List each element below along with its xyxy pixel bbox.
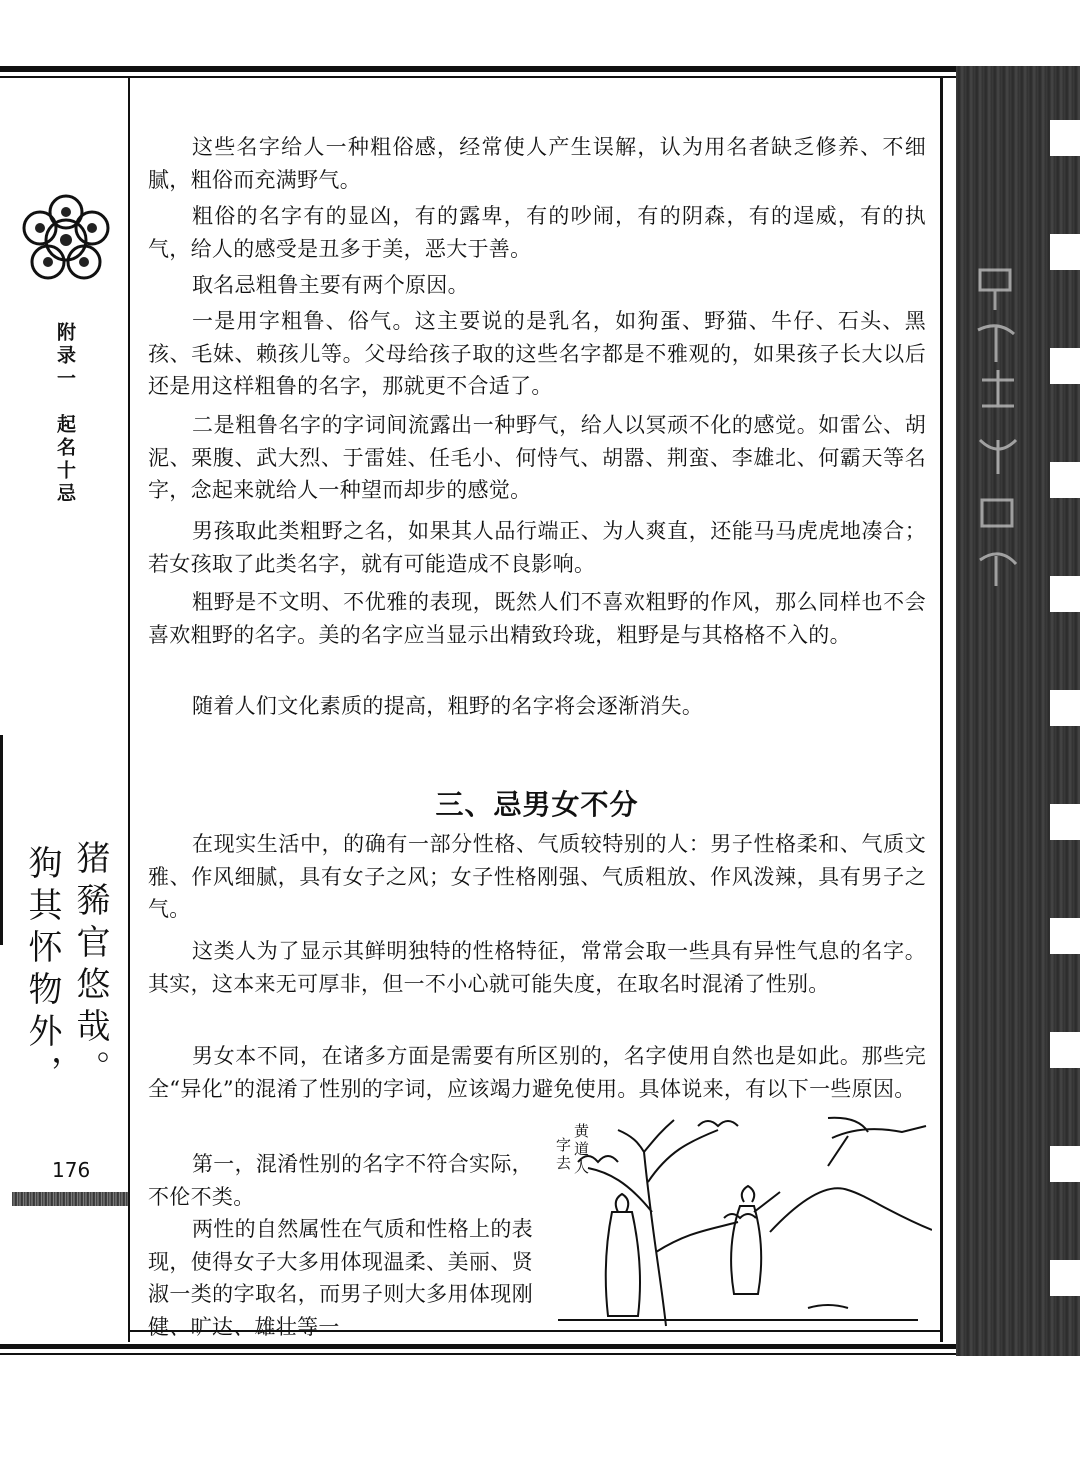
- paragraph: 这类人为了显示其鲜明独特的性格特征，常常会取一些具有异性气息的名字。其实，这本来无可厚非，但一不小心就可能失度，在取名时混淆了性别。: [148, 939, 926, 996]
- svg-text:道: 道: [574, 1140, 590, 1158]
- paragraph: 一是用字粗鲁、俗气。这主要说的是乳名，如狗蛋、野猫、牛仔、石头、黑孩、毛妹、赖孩儿等。父母给孩子取的这些名字都是不雅观的，如果孩子长大以后还是用这样粗鲁的名字，那就更不合适了。: [148, 309, 926, 398]
- top-rule-thick: [0, 66, 956, 72]
- paragraph: 男女本不同，在诸多方面是需要有所区别的，名字使用自然也是如此。那些完全“异化”的混淆了性别的字词，应该竭力避免使用。具体说来，有以下一些原因。: [148, 1044, 926, 1101]
- flower-ornament-icon: [8, 190, 124, 290]
- svg-text:字: 字: [556, 1136, 572, 1154]
- svg-text:黄: 黄: [574, 1122, 590, 1140]
- film-hole: [1050, 348, 1080, 384]
- section-heading: 三、忌男女不分: [435, 788, 639, 822]
- sidebar-poem-line-2: 狗其怀物外，: [22, 845, 62, 1097]
- paragraph: 取名忌粗鲁主要有两个原因。: [192, 273, 469, 297]
- sidebar-topic-label: 起名十忌: [54, 414, 76, 506]
- sidebar-edge-mark: [0, 735, 3, 945]
- film-hole: [1050, 804, 1080, 840]
- bottom-rule-thick: [0, 1344, 956, 1349]
- paragraph: 粗俗的名字有的显凶，有的露卑，有的吵闹，有的阴森，有的逞威，有的执气，给人的感受是丑多于美，恶大于善。: [148, 204, 926, 261]
- film-hole: [1050, 1032, 1080, 1068]
- film-hole: [1050, 1146, 1080, 1182]
- paragraph: 两性的自然属性在气质和性格上的表现，使得女子大多用体现温柔、美丽、贤淑一类的字取名，而男子则大多用体现刚健、旷达、雄壮等一: [148, 1217, 533, 1339]
- page-number-bar: [12, 1192, 128, 1206]
- paragraph: 第一，混淆性别的名字不符合实际，不伦不类。: [148, 1152, 533, 1209]
- film-hole: [1050, 462, 1080, 498]
- ink-painting-illustration: [548, 1112, 932, 1330]
- frame-left-line: [128, 78, 130, 1342]
- paragraph: 男孩取此类粗野之名，如果其人品行端正、为人爽直，还能马马虎虎地凑合；若女孩取了此类名字，就有可能造成不良影响。: [148, 519, 926, 576]
- svg-text:人: 人: [574, 1158, 590, 1176]
- frame-right-line: [940, 78, 943, 1342]
- paragraph: 在现实生活中，的确有一部分性格、气质较特别的人：男子性格柔和、气质文雅、作风细腻，具有女子之风；女子性格刚强、气质粗放、作风泼辣，具有男子之气。: [148, 832, 926, 921]
- film-hole: [1050, 690, 1080, 726]
- seal-script-calligraphy-icon: [970, 260, 1030, 600]
- film-hole: [1050, 1260, 1080, 1296]
- film-hole: [1050, 918, 1080, 954]
- paragraph: 随着人们文化素质的提高，粗野的名字将会逐渐消失。: [192, 694, 704, 718]
- film-hole: [1050, 120, 1080, 156]
- paragraph: 二是粗鲁名字的字词间流露出一种野气，给人以冥顽不化的感觉。如雷公、胡泥、栗腹、武大烈、于雷娃、任毛小、何恃气、胡嚣、荆蛮、李雄北、何霸天等名字，念起来就给人一种望而却步的感觉。: [148, 413, 926, 502]
- page-number: 176: [52, 1158, 91, 1182]
- svg-text:去: 去: [556, 1154, 572, 1172]
- bottom-rule-thin: [0, 1353, 956, 1355]
- paragraph: 粗野是不文明、不优雅的表现，既然人们不喜欢粗野的作风，那么同样也不会喜欢粗野的名字。美的名字应当显示出精致玲珑，粗野是与其格格不入的。: [148, 590, 926, 647]
- top-rule-thin: [0, 76, 956, 78]
- film-hole: [1050, 234, 1080, 270]
- film-hole: [1050, 576, 1080, 612]
- paragraph: 这些名字给人一种粗俗感，经常使人产生误解，认为用名者缺乏修养、不细腻，粗俗而充满野气。: [148, 135, 926, 192]
- sidebar-poem-line-1: 猪豨官悠哉。: [70, 840, 110, 1092]
- sidebar-section-label: 附录一: [54, 322, 76, 391]
